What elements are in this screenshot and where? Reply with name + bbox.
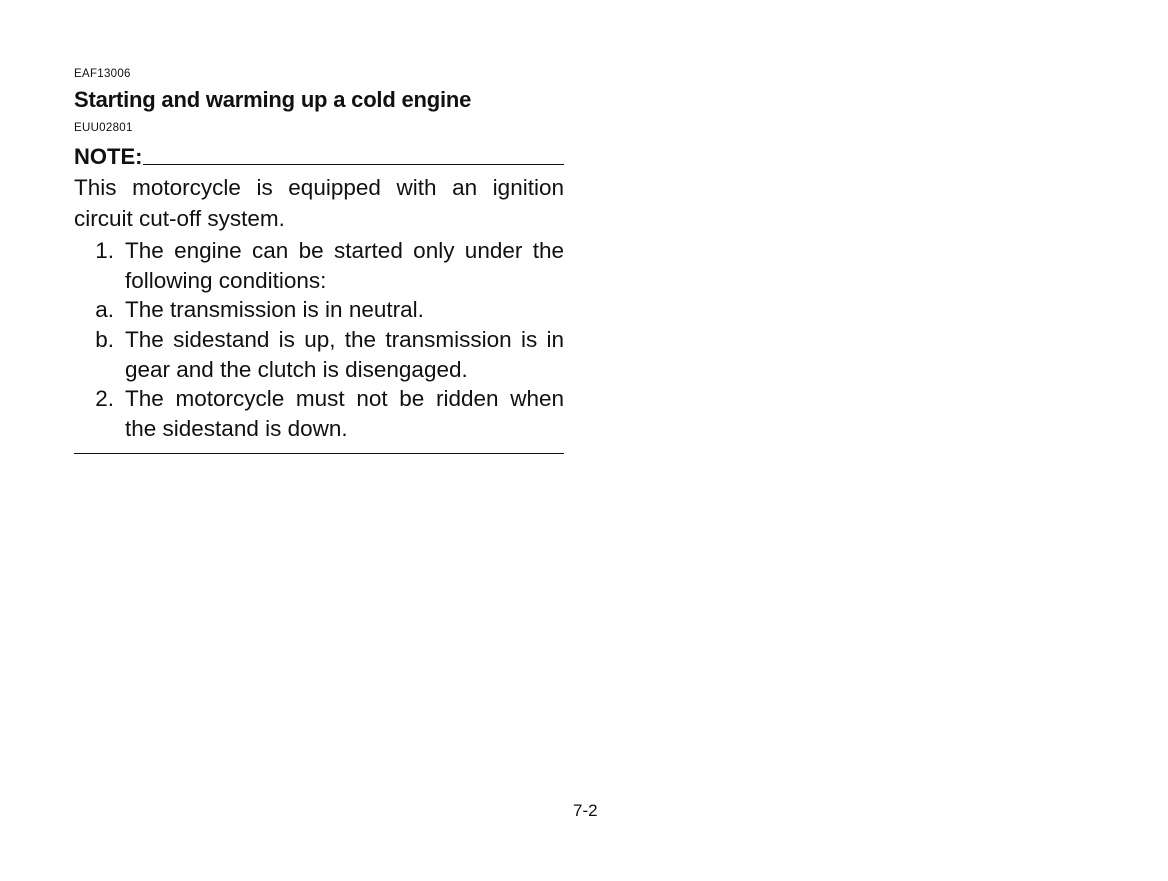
note-code: EUU02801: [74, 122, 133, 134]
note-label: NOTE:: [74, 144, 143, 169]
note-intro: This motorcycle is equipped with an ignition circuit cut-off system.: [74, 175, 564, 231]
list-item-text: The sidestand is up, the transmission is in gear and the clutch is disengaged.: [125, 327, 564, 382]
list-item: [74, 384, 564, 444]
list-item-text: The motorcycle must not be ridden when the sidestand is down.: [125, 386, 564, 441]
list-item-marker: b.: [95, 327, 114, 352]
list-item-marker: 1.: [95, 238, 114, 263]
list-item-text: The engine can be started only under the following conditions:: [125, 238, 564, 293]
list-item: [74, 295, 564, 325]
list-item: [74, 325, 564, 385]
note-header-rule: [143, 164, 564, 165]
section-title: Starting and warming up a cold engine: [74, 87, 472, 112]
section-code: EAF13006: [74, 68, 131, 80]
list-item: [74, 236, 564, 296]
page-number: 7-2: [573, 801, 598, 820]
list-item-text: The transmission is in neutral.: [125, 297, 424, 322]
note-header: [74, 143, 564, 171]
list-item-marker: 2.: [95, 386, 114, 411]
note-end-rule: [74, 453, 564, 454]
list-item-marker: a.: [95, 297, 114, 322]
